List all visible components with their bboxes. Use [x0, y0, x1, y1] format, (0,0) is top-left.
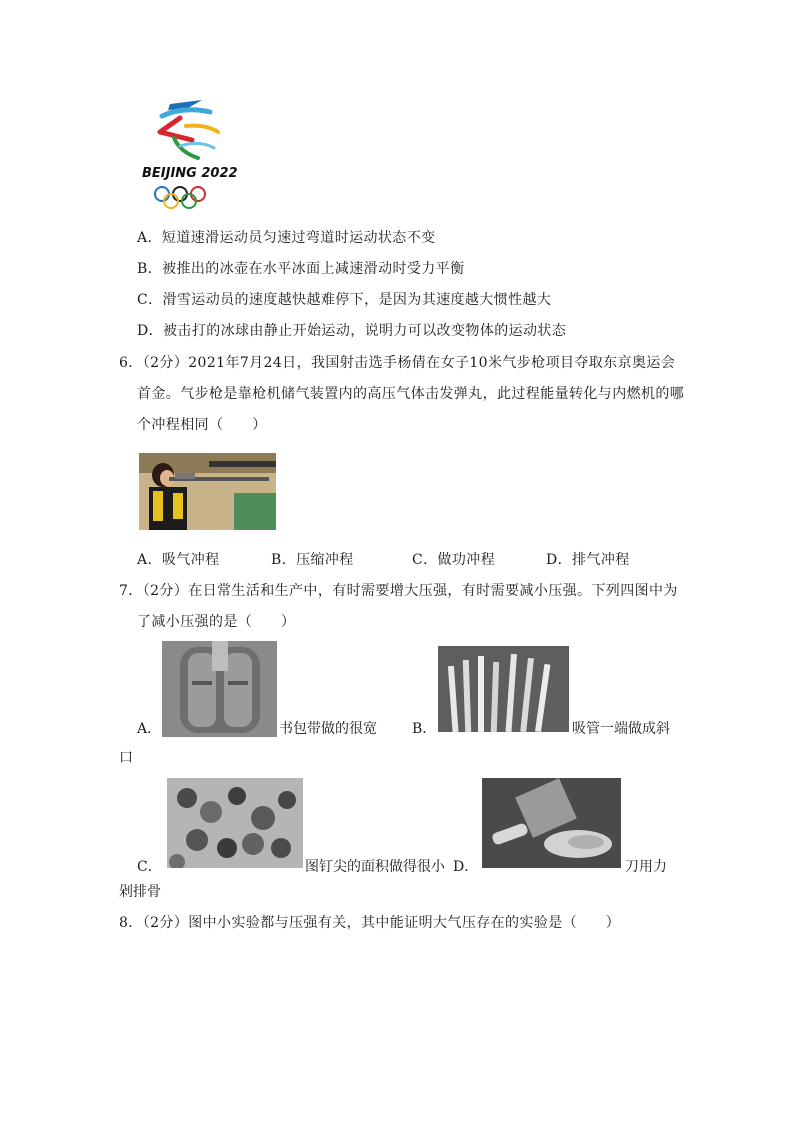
- logo-text: BEIJING 2022: [142, 166, 238, 181]
- q7-option-b-continued: 口: [119, 750, 133, 766]
- q7-option-d-label: D．: [453, 859, 479, 875]
- q6-stem-line-2: 首金。气步枪是靠枪机储气装置内的高压气体击发弹丸，此过程能量转化与内燃机的哪: [137, 386, 685, 402]
- q6-option-b: B．压缩冲程: [271, 552, 354, 568]
- q6-stem-line-1: 6．（2分）2021年7月24日，我国射击选手杨倩在女子10米气步枪项目夺取东京奥运会: [119, 355, 676, 371]
- q6-option-d: D．排气冲程: [546, 552, 630, 568]
- shooter-photo: [139, 453, 276, 530]
- q7-stem-line-2: 了减小压强的是（ ）: [137, 614, 296, 630]
- q5-option-c: C．滑雪运动员的速度越快越难停下，是因为其速度越大惯性越大: [137, 292, 552, 308]
- q6-option-a: A．吸气冲程: [137, 552, 220, 568]
- q7-stem-line-1: 7．（2分）在日常生活和生产中，有时需要增大压强，有时需要减小压强。下列四图中为: [119, 583, 678, 599]
- q8-stem: 8．（2分）图中小实验都与压强有关，其中能证明大气压存在的实验是（ ）: [119, 915, 621, 931]
- q7-option-a-label: A．: [137, 721, 162, 737]
- beijing-emblem-icon: [140, 96, 240, 216]
- q6-option-c: C．做功冲程: [412, 552, 496, 568]
- straws-photo: [438, 646, 569, 732]
- thumbtacks-photo: [167, 778, 303, 868]
- knife-chopping-photo: [482, 778, 621, 868]
- q6-stem-line-3: 个冲程相同（ ）: [137, 417, 267, 433]
- q5-option-b: B．被推出的冰壶在水平冰面上减速滑动时受力平衡: [137, 261, 465, 277]
- q7-option-d-continued: 剁排骨: [119, 884, 161, 900]
- q5-option-a: A．短道速滑运动员匀速过弯道时运动状态不变: [137, 230, 436, 246]
- q7-option-c-text: 图钉尖的面积做得很小: [305, 859, 445, 875]
- backpack-strap-photo: [162, 641, 277, 737]
- q7-option-b-text: 吸管一端做成斜: [572, 721, 670, 737]
- q7-option-c-label: C．: [137, 859, 162, 875]
- q5-option-d: D．被击打的冰球由静止开始运动，说明力可以改变物体的运动状态: [137, 323, 567, 339]
- beijing-2022-logo: [140, 96, 240, 216]
- q7-option-b-label: B．: [412, 721, 437, 737]
- q7-option-a-text: 书包带做的很宽: [279, 721, 377, 737]
- q7-option-d-text: 刀用力: [625, 859, 667, 875]
